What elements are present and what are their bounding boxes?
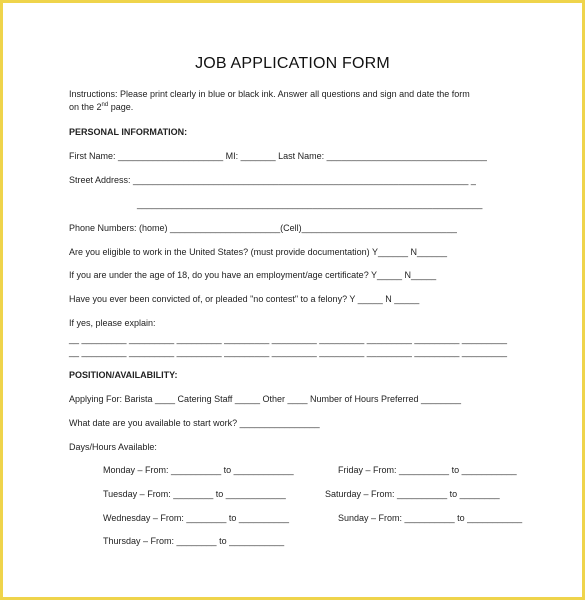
personal-info-heading: PERSONAL INFORMATION:	[69, 127, 188, 137]
instructions-line-1: Instructions: Please print clearly in blue or black ink. Answer all questions and sign and date the form	[69, 89, 470, 99]
name-field-line[interactable]: First Name: _____________________ MI: _______ Last Name: ________________________________	[69, 151, 487, 161]
phone-field-line[interactable]: Phone Numbers: (home) ______________________(Cell)_______________________________	[69, 223, 457, 233]
days-hours-label: Days/Hours Available:	[69, 442, 157, 452]
form-title: JOB APPLICATION FORM	[195, 55, 390, 72]
instructions-text: on the 2	[69, 102, 102, 112]
explain-label: If yes, please explain:	[69, 318, 156, 328]
saturday-availability[interactable]: Saturday – From: __________ to ________	[325, 489, 500, 499]
explain-line-2[interactable]: __ _________ _________ _________ _________ _________ _________ _________ _________ _________	[69, 347, 507, 357]
form-page	[3, 3, 582, 597]
wednesday-availability[interactable]: Wednesday – From: ________ to __________	[103, 513, 289, 523]
address-field-line-2[interactable]: _____________________________________________________________________	[137, 199, 483, 209]
tuesday-availability[interactable]: Tuesday – From: ________ to ____________	[103, 489, 286, 499]
position-heading: POSITION/AVAILABILITY:	[69, 370, 178, 380]
felony-question[interactable]: Have you ever been convicted of, or pleaded "no contest" to a felony? Y _____ N _____	[69, 294, 420, 304]
instructions-text-end: page.	[108, 102, 134, 112]
start-date-line[interactable]: What date are you available to start work? ________________	[69, 418, 320, 428]
sunday-availability[interactable]: Sunday – From: __________ to ___________	[338, 513, 523, 523]
explain-line-1[interactable]: __ _________ _________ _________ _________ _________ _________ _________ _________ _________	[69, 334, 507, 344]
eligibility-question[interactable]: Are you eligible to work in the United States? (must provide documentation) Y______ N______	[69, 247, 448, 257]
superscript: nd	[101, 102, 109, 108]
address-field-line-1[interactable]: Street Address: ___________________________________________________________________ _	[69, 175, 476, 185]
instructions-line-2	[69, 102, 133, 112]
friday-availability[interactable]: Friday – From: __________ to ___________	[338, 465, 517, 475]
applying-for-line[interactable]: Applying For: Barista ____ Catering Staff _____ Other ____ Number of Hours Preferred ________	[69, 394, 462, 404]
age-certificate-question[interactable]: If you are under the age of 18, do you have an employment/age certificate? Y_____ N_____	[69, 270, 437, 280]
thursday-availability[interactable]: Thursday – From: ________ to ___________	[103, 536, 285, 546]
monday-availability[interactable]: Monday – From: __________ to ____________	[103, 465, 294, 475]
